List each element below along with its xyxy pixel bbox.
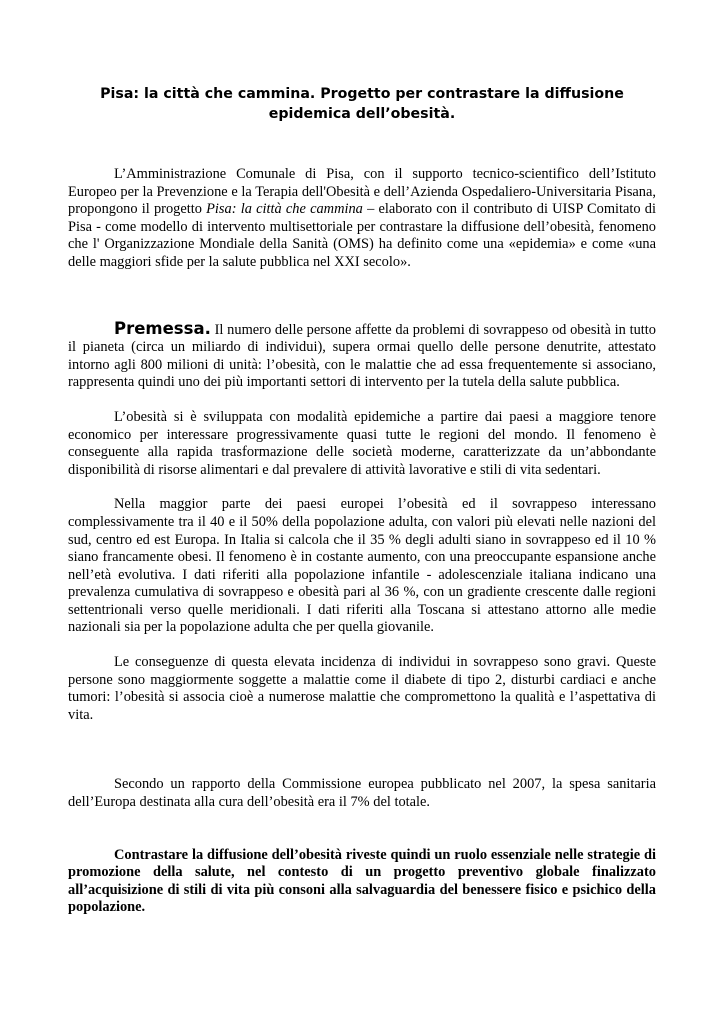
paragraph-conclusion: Contrastare la diffusione dell’obesità riveste quindi un ruolo essenziale nelle strategie di promozione della salute, nel contesto di un progetto preventivo globale finalizzato all’acquisizione di stili di vita più consoni alla salvaguardia del benessere fisico e psichico della popolazione. — [68, 846, 656, 916]
project-name: Pisa: la città che cammina — [206, 201, 363, 218]
paragraph-health-spending: Secondo un rapporto della Commissione europea pubblicato nel 2007, la spesa sanitaria dell’Europa destinata alla cura dell’obesità era il 7% del totale. — [68, 776, 656, 811]
intro-text-end: – elaborato con il contributo di UISP Comitato di Pisa - come modello di intervento multisettoriale per contrastare la diffusione dell’obesità, fenomeno che l' Organizzazione Mondiale della Sanità (OMS) ha definito come una «epidemia» e come «una delle maggiori sfide per la salute pubblica nel XXI secolo». — [68, 201, 657, 270]
premessa-heading: Premessa. — [114, 318, 211, 338]
document-page — [68, 84, 656, 917]
paragraph-obesity-spread: L’obesità si è sviluppata con modalità epidemiche a partire dai paesi a maggiore tenore economico per interessare progressivamente quasi tutte le regioni del mondo. Il fenomeno è conseguente alla rapida trasformazione delle società moderne, caratterizzate da un’abbondante disponibilità di risorse alimentari e dal prevalere di attività lavorative e stili di vita sedentari. — [68, 408, 656, 478]
premessa-paragraph — [68, 320, 656, 392]
paragraph-consequences: Le conseguenze di questa elevata incidenza di individui in sovrappeso sono gravi. Queste persone sono maggiormente soggette a malattie come il diabete di tipo 2, disturbi cardiaci e anche tumori: l’obesità si associa cioè a numerose malattie che compromettono la qualità e l’aspettativa di vita. — [68, 654, 656, 723]
paragraph-europe-statistics: Nella maggior parte dei paesi europei l’obesità ed il sovrappeso interessano complessivamente tra il 40 e il 50% della popolazione adulta, con valori più elevati nelle nazioni del sud, centro ed est Europa. In Italia si calcola che il 35 % degli adulti siano in sovrappeso ed il 10 % siano francamente obesi. Il fenomeno è in costante aumento, con una preoccupante espansione anche nell’età evolutiva. I dati riferiti alla popolazione infantile - adolescenziale italiana indicano una prevalenza cumulativa di sovrappeso e obesità pari al 36 %, con un gradiente crescente dalle regioni settentrionali verso quelle meridionali. I dati riferiti alla Toscana si attestano attorno alle medie nazionali sia per la popolazione adulta che per quella giovanile. — [68, 496, 656, 636]
premessa-text: Il numero delle persone affette da problemi di sovrappeso od obesità in tutto il pianeta (circa un miliardo di individui), supera ormai quello delle persone denutrite, attestato intorno agli 800 milioni di unità: l’obesità, con le malattie che ad essa frequentemente si associano, rappresenta quindi uno dei più importanti settori di intervento per la tutela della salute pubblica. — [68, 321, 656, 391]
document-title: Pisa: la città che cammina. Progetto per contrastare la diffusione epidemica dell’obesità. — [100, 86, 624, 122]
intro-text-start: L’Amministrazione Comunale di Pisa, con il supporto tecnico-scientifico dell’Istituto Europeo per la Prevenzione e la Terapia dell'Obesità e dell’Azienda Ospedaliero-Universitaria Pisana, propongono il progetto — [68, 166, 656, 218]
intro-paragraph — [68, 166, 656, 272]
